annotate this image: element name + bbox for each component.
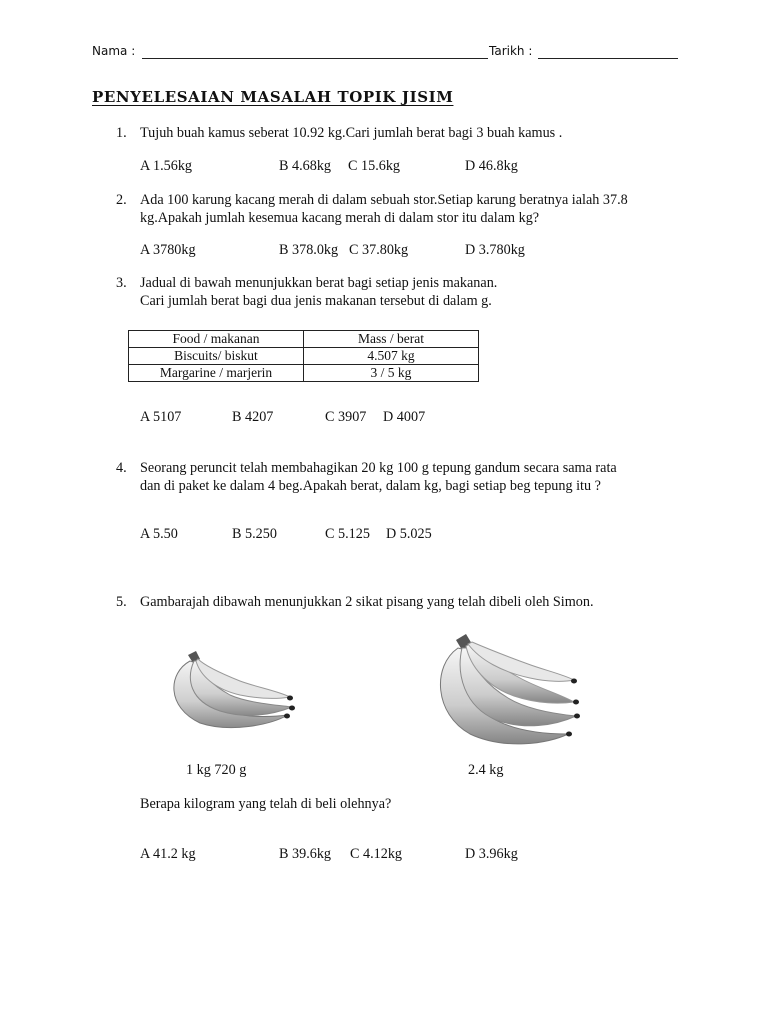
nama-blank-line[interactable] — [142, 58, 488, 59]
q4-option-b: B 5.250 — [232, 526, 277, 542]
table-row — [129, 365, 479, 382]
q5-option-c: C 4.12kg — [350, 846, 403, 862]
q4-option-d: D 5.025 — [386, 526, 432, 542]
question-2-number: 2. — [116, 192, 127, 208]
q4-option-a: A 5.50 — [140, 526, 178, 542]
tarikh-label: Tarikh : — [489, 44, 533, 58]
question-5-text: Gambarajah dibawah menunjukkan 2 sikat pisang yang telah dibeli oleh Simon. — [140, 594, 594, 610]
q4-option-c: C 5.125 — [325, 526, 370, 542]
question-4-text-line-1: Seorang peruncit telah membahagikan 20 kg 100 g tepung gandum secara sama rata — [140, 460, 617, 476]
table-header-row — [129, 331, 479, 348]
question-1-text: Tujuh buah kamus seberat 10.92 kg.Cari jumlah berat bagi 3 buah kamus . — [140, 125, 563, 141]
q5-option-d: D 3.96kg — [465, 846, 518, 862]
q1-option-a: A 1.56kg — [140, 158, 193, 174]
question-3-text-line-2: Cari jumlah berat bagi dua jenis makanan tersebut di dalam g. — [140, 293, 492, 309]
q3-option-a: A 5107 — [140, 409, 182, 425]
q5-option-a: A 41.2 kg — [140, 846, 196, 862]
q5-option-b: B 39.6kg — [279, 846, 332, 862]
table-row — [129, 348, 479, 365]
q1-option-d: D 46.8kg — [465, 158, 518, 174]
question-2-text-line-2: kg.Apakah jumlah kesemua kacang merah di dalam stor itu dalam kg? — [140, 210, 540, 226]
q1-option-c: C 15.6kg — [348, 158, 401, 174]
q3-option-d: D 4007 — [383, 409, 426, 425]
q3-option-b: B 4207 — [232, 409, 274, 425]
question-2-text-line-1: Ada 100 karung kacang merah di dalam sebuah stor.Setiap karung beratnya ialah 37.8 — [140, 192, 628, 208]
table-cell-food: Margarine / marjerin — [129, 365, 304, 382]
q2-option-d: D 3.780kg — [465, 242, 525, 258]
table-cell-mass: 4.507 kg — [304, 348, 479, 365]
table-cell-mass: 3 / 5 kg — [304, 365, 479, 382]
question-3-text-line-1: Jadual di bawah menunjukkan berat bagi setiap jenis makanan. — [140, 275, 498, 291]
question-3-number: 3. — [116, 275, 127, 291]
food-mass-table — [128, 330, 479, 382]
q3-option-c: C 3907 — [325, 409, 367, 425]
q1-option-b: B 4.68kg — [279, 158, 332, 174]
q2-option-a: A 3780kg — [140, 242, 196, 258]
table-header-food: Food / makanan — [129, 331, 304, 348]
banana-bunch-large-icon — [430, 630, 590, 750]
question-5-number: 5. — [116, 594, 127, 610]
table-cell-food: Biscuits/ biskut — [129, 348, 304, 365]
banana-large-weight-label: 2.4 kg — [468, 762, 504, 778]
question-4-number: 4. — [116, 460, 127, 476]
nama-label: Nama : — [92, 44, 136, 58]
banana-bunch-small-icon — [160, 645, 300, 735]
question-5-prompt: Berapa kilogram yang telah di beli olehnya? — [140, 796, 392, 812]
question-1-number: 1. — [116, 125, 127, 141]
q2-option-c: C 37.80kg — [349, 242, 409, 258]
question-4-text-line-2: dan di paket ke dalam 4 beg.Apakah berat, dalam kg, bagi setiap beg tepung itu ? — [140, 478, 601, 494]
worksheet-title: PENYELESAIAN MASALAH TOPIK JISIM — [92, 88, 454, 106]
banana-small-weight-label: 1 kg 720 g — [186, 762, 247, 778]
table-header-mass: Mass / berat — [304, 331, 479, 348]
tarikh-blank-line[interactable] — [538, 58, 678, 59]
q2-option-b: B 378.0kg — [279, 242, 339, 258]
